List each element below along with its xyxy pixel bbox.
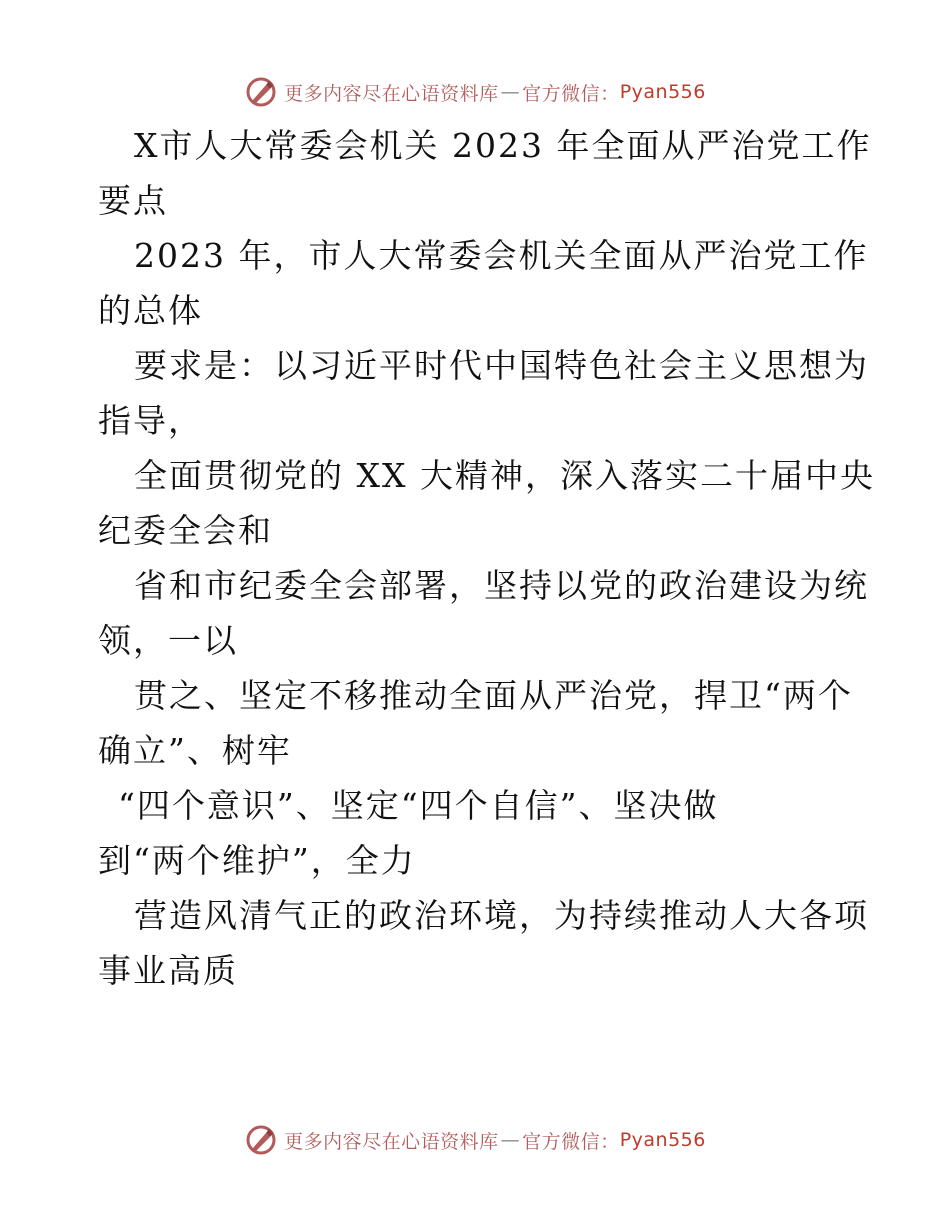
body-line: 营造风清气正的政治环境，为持续推动人大各项 bbox=[134, 896, 869, 935]
watermark-handle: Pyan556 bbox=[619, 81, 706, 103]
watermark-handle: Pyan556 bbox=[619, 1129, 706, 1151]
body-line: 纪委全会和 bbox=[98, 511, 273, 550]
title-line-2: 要点 bbox=[98, 181, 168, 220]
body-line: 贯之、坚定不移推动全面从严治党，捍卫“两个 bbox=[134, 676, 853, 715]
document-body bbox=[98, 118, 875, 998]
body-line: 的总体 bbox=[98, 291, 203, 330]
body-line: 确立”、树牢 bbox=[98, 731, 292, 770]
header-watermark bbox=[0, 72, 950, 112]
body-line: 事业高质 bbox=[98, 951, 238, 990]
watermark-suffix: 官方微信： bbox=[522, 82, 620, 105]
watermark-separator: — bbox=[500, 1129, 521, 1151]
body-line: 2023 年，市人大常委会机关全面从严治党工作 bbox=[134, 236, 869, 275]
body-line: 全面贯彻党的 XX 大精神，深入落实二十届中央 bbox=[134, 456, 875, 495]
body-line: “四个意识”、坚定“四个自信”、坚决做 bbox=[118, 786, 719, 825]
pen-logo-icon bbox=[244, 1123, 278, 1157]
watermark-separator: — bbox=[500, 81, 521, 103]
body-line: 省和市纪委全会部署，坚持以党的政治建设为统 bbox=[134, 566, 869, 605]
pen-logo-icon bbox=[244, 75, 278, 109]
title-line-1: X市人大常委会机关 2023 年全面从严治党工作 bbox=[134, 126, 872, 165]
watermark-suffix: 官方微信： bbox=[522, 1130, 620, 1153]
body-line: 领，一以 bbox=[98, 621, 238, 660]
watermark-text: 更多内容尽在心语资料库 bbox=[284, 82, 499, 105]
body-line: 要求是：以习近平时代中国特色社会主义思想为 bbox=[134, 346, 869, 385]
footer-watermark bbox=[0, 1120, 950, 1160]
body-line: 到“两个维护”，全力 bbox=[98, 841, 416, 880]
body-line: 指导， bbox=[98, 401, 203, 440]
watermark-text: 更多内容尽在心语资料库 bbox=[284, 1130, 499, 1153]
